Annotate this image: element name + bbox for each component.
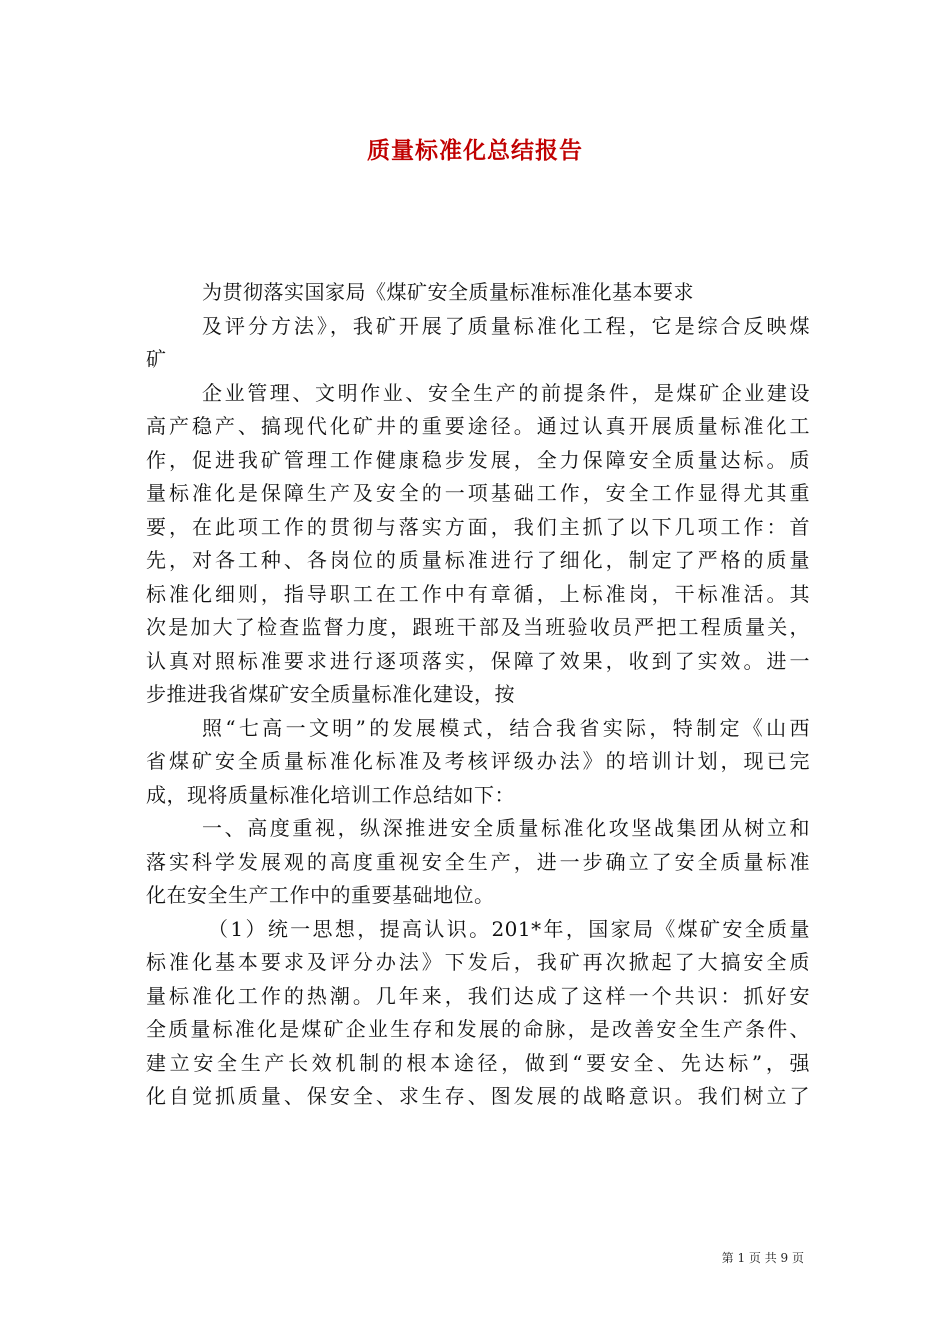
paragraph-line: 化在安全生产工作中的重要基础地位。 xyxy=(146,883,495,907)
paragraph-line: 矿 xyxy=(146,347,167,371)
paragraph-line: 省煤矿安全质量标准化标准及考核评级办法》的培训计划，现已完 xyxy=(146,749,810,773)
paragraph-line: 落实科学发展观的高度重视安全生产，进一步确立了安全质量标准 xyxy=(146,849,810,874)
paragraph-line: 次是加大了检查监督力度，跟班干部及当班验收员严把工程质量关， xyxy=(146,615,810,639)
paragraph-line: 先，对各工种、各岗位的质量标准进行了细化，制定了严格的质量 xyxy=(146,548,810,572)
page-title: 质量标准化总结报告 xyxy=(367,137,583,164)
paragraph-line: 建立安全生产长效机制的根本途径，做到“要安全、先达标”，强 xyxy=(146,1050,810,1075)
paragraph-line: 成，现将质量标准化培训工作总结如下： xyxy=(146,782,515,807)
paragraph-line: 量标准化工作的热潮。几年来，我们达成了这样一个共识：抓好安 xyxy=(146,983,810,1008)
paragraph-line: 作，促进我矿管理工作健康稳步发展，全力保障安全质量达标。质 xyxy=(146,447,810,472)
paragraph-line: 一、高度重视，纵深推进安全质量标准化攻坚战集团从树立和 xyxy=(202,816,810,840)
paragraph-line: 标准化细则，指导职工在工作中有章循，上标准岗，干标准活。其 xyxy=(146,581,810,606)
paragraph-line: 为贯彻落实国家局《煤矿安全质量标准标准化基本要求 xyxy=(202,280,694,304)
paragraph-line: 高产稳产、搞现代化矿井的重要途径。通过认真开展质量标准化工 xyxy=(146,414,810,438)
paragraph-line: 认真对照标准要求进行逐项落实，保障了效果，收到了实效。进一 xyxy=(146,648,810,673)
paragraph-line: 化自觉抓质量、保安全、求生存、图发展的战略意识。我们树立了 xyxy=(146,1084,810,1108)
page-number: 第 1 页 共 9 页 xyxy=(721,1251,804,1265)
paragraph-line: 标准化基本要求及评分办法》下发后，我矿再次掀起了大搞安全质 xyxy=(146,950,810,974)
paragraph-line: 步推进我省煤矿安全质量标准化建设，按 xyxy=(146,682,515,706)
paragraph-line: （1）统一思想，提高认识。201*年，国家局《煤矿安全质量 xyxy=(208,916,810,941)
paragraph-line: 量标准化是保障生产及安全的一项基础工作，安全工作显得尤其重 xyxy=(146,481,810,505)
paragraph-line: 照“七高一文明”的发展模式，结合我省实际，特制定《山西 xyxy=(202,715,810,740)
document-body xyxy=(146,276,810,1114)
paragraph-line: 要，在此项工作的贯彻与落实方面，我们主抓了以下几项工作：首 xyxy=(146,514,810,539)
paragraph-line: 企业管理、文明作业、安全生产的前提条件，是煤矿企业建设 xyxy=(202,380,810,405)
paragraph-line: 及评分方法》，我矿开展了质量标准化工程，它是综合反映煤 xyxy=(202,313,810,338)
paragraph-line: 全质量标准化是煤矿企业生存和发展的命脉，是改善安全生产条件、 xyxy=(146,1017,810,1041)
